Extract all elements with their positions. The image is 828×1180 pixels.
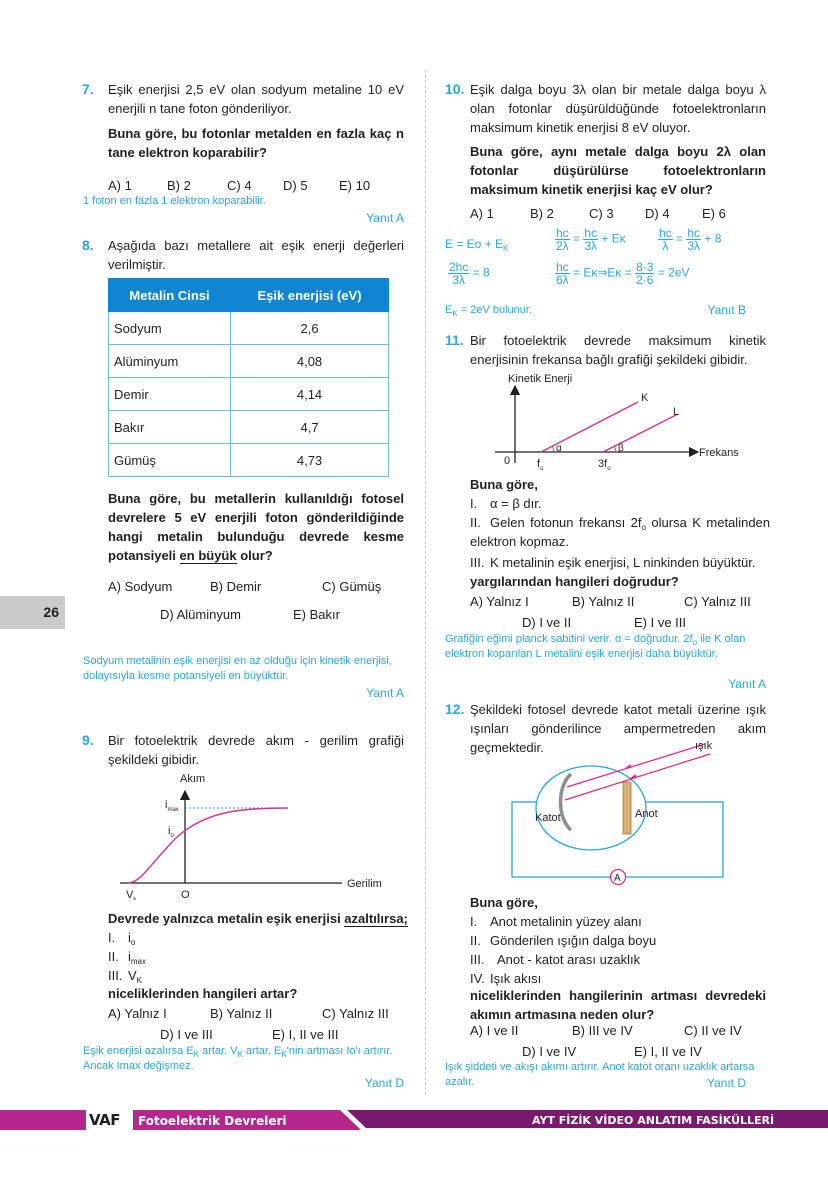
y-axis-label: Kinetik Enerji	[508, 373, 573, 385]
ray-arrow-icon	[630, 775, 636, 779]
threshold-value: 4,7	[231, 411, 389, 444]
solution-text: Sodyum metalinin eşik enerjisi en az olduğu için kinetik enerjisi, dolayısıyla kesme potansiyeli en büyüktür.	[83, 655, 392, 682]
option-d[interactable]: D) 5	[283, 178, 308, 193]
question-prompt: yargılarından hangileri doğrudur?	[470, 574, 679, 589]
3f0-label: $3f_o$	[598, 458, 611, 472]
option-a[interactable]: A) Yalnız I	[470, 594, 529, 609]
option-c[interactable]: C) II ve IV	[684, 1023, 742, 1038]
option-b[interactable]: B) Demir	[210, 579, 262, 594]
question-prompt: Buna göre, bu metallerin kullanıldığı fotosel devrelere 5 eV enerjili foton gönderildiğinde hangi metalin bulunduğu devrede kesme potansiyeli en büyük olur?	[108, 491, 404, 563]
question-prompt: Buna göre, aynı metale dalga boyu 2λ olan fotonlar düşürülürse fotoelektronların maksimum kinetik enerjisi kaç eV olur?	[470, 144, 766, 197]
footer-series-title: AYT FİZİK VİDEO ANLATIM FASİKÜLLERİ	[532, 1114, 775, 1127]
footer-topic-title: Fotoelektrik Devreleri	[138, 1114, 287, 1128]
option-c[interactable]: C) Gümüş	[322, 579, 382, 594]
question-text: Eşik enerjisi 2,5 eV olan sodyum metaline 10 eV enerjili n tane foton gönderiliyor.	[108, 82, 404, 116]
option-d[interactable]: D) I ve II	[522, 615, 572, 630]
threshold-energy-table	[108, 278, 389, 477]
current-voltage-graph	[120, 770, 400, 900]
equation-2: $\frac{hc}{2\lambda}$ = $\frac{hc}{3\lambda}$ + Eκ	[556, 226, 626, 253]
answer-label: Yanıt D	[706, 1076, 746, 1090]
x-axis-label: Gerilim	[347, 878, 382, 890]
threshold-value: 2,6	[231, 312, 389, 345]
solution-text: Eşik enerjisi azalırsa $E_K$ artar. $V_K$ artar. $E_K'nin$ artması Io'ı artırır. Ancak Imax değişmez.	[83, 1045, 393, 1072]
solution-text: Işık şiddeti ve akışı akımı artırır. Anot katot oranı uzaklık artarsa azalır.	[445, 1061, 755, 1088]
vaf-logo: VAF	[89, 1111, 120, 1129]
option-e[interactable]: E) I ve III	[634, 615, 687, 630]
metal-name: Gümüş	[109, 444, 231, 477]
item-1: I. α = β dır.	[470, 496, 542, 511]
item-1: I. $i_o$	[108, 930, 136, 947]
cathode-label: Katot	[535, 812, 561, 824]
table-row	[109, 444, 389, 477]
beta-arc	[614, 446, 616, 452]
origin-label: 0	[504, 455, 511, 467]
emphasis-underline: en büyük	[179, 548, 237, 563]
metal-name: Sodyum	[109, 312, 231, 345]
imax-label: $i_{max}$	[165, 799, 179, 813]
question-prompt: Buna göre, bu fotonlar metalden en fazla kaç n tane elektron koparabilir?	[108, 126, 404, 160]
question-number: 10.	[445, 81, 465, 97]
question-text: Bir fotoelektrik devrede maksimum kinetik enerjisinin frekansa bağlı grafiği şekildeki gibidir.	[470, 333, 766, 367]
question-number: 8.	[82, 237, 94, 253]
option-e[interactable]: E) I, II ve IV	[634, 1044, 702, 1059]
emphasis-underline: azaltılırsa;	[344, 911, 408, 926]
line-k-label: K	[641, 392, 649, 404]
column-divider	[425, 70, 426, 1095]
option-a[interactable]: A) Yalnız I	[108, 1006, 167, 1021]
iv-curve	[128, 808, 288, 883]
lead-text: Buna göre,	[470, 895, 538, 910]
light-label: ışık	[695, 740, 713, 752]
question-text: Bir fotoelektrik devrede akım - gerilim grafiği şekildeki gibidir.	[108, 733, 404, 767]
question-prompt: niceliklerinden hangileri artar?	[108, 986, 298, 1001]
question-text: Aşağıda bazı metallere ait eşik enerji değerleri verilmiştir.	[108, 238, 404, 272]
option-b[interactable]: B) III ve IV	[572, 1023, 633, 1038]
option-d[interactable]: D) 4	[645, 206, 670, 221]
item-1: I. Anot metalinin yüzey alanı	[470, 914, 642, 929]
question-text: Eşik dalga boyu 3λ olan bir metale dalga boyu λ olan fotonlar düşürüldüğünde fotoelektronların maksimum kinetik enerjisi 8 eV oluyor.	[470, 82, 766, 135]
page-number-tab	[0, 596, 65, 629]
table-row	[109, 411, 389, 444]
option-d[interactable]: D) I ve III	[160, 1027, 213, 1042]
footer	[0, 1108, 828, 1130]
option-d[interactable]: D) Alüminyum	[160, 607, 241, 622]
item-3: III. $V_K$	[108, 968, 143, 985]
item-4: IV. Işık akısı	[470, 971, 542, 986]
question-condition: Devrede yalnızca metalin eşik enerjisi azaltılırsa;	[108, 911, 408, 926]
answer-label: Yanıt A	[366, 686, 404, 700]
anode-plate	[623, 782, 631, 834]
answer-label: Yanıt A	[728, 677, 766, 691]
option-b[interactable]: B) Yalnız II	[210, 1006, 273, 1021]
alpha-arc	[552, 446, 554, 452]
question-number: 9.	[82, 732, 94, 748]
option-b[interactable]: B) Yalnız II	[572, 594, 635, 609]
equation-1: $E = Eo + E_K$	[445, 237, 509, 253]
question-prompt: niceliklerinden hangilerinin artması devredeki akımın artmasına neden olur?	[470, 988, 766, 1022]
option-d[interactable]: D) I ve IV	[522, 1044, 577, 1059]
photocell-circuit-diagram	[505, 738, 735, 890]
item-2: II. Gelen fotonun frekansı $2f_o$ olursa K metalinden elektron kopmaz.	[470, 515, 771, 549]
column-header: Eşik enerjisi (eV)	[231, 279, 389, 312]
equation-5: $\frac{hc}{6\lambda}$ = Eκ⇒Eκ = $\frac{8\cdot 3}{2\cdot 6}$ = 2eV	[556, 260, 690, 287]
answer-label: Yanıt D	[364, 1076, 404, 1090]
question-number: 11.	[445, 332, 464, 348]
origin-label: O	[181, 889, 190, 900]
option-c[interactable]: C) 4	[227, 178, 252, 193]
question-number: 12.	[445, 701, 465, 717]
x-axis-label: Frekans	[699, 447, 739, 459]
threshold-value: 4,73	[231, 444, 389, 477]
option-b[interactable]: B) 2	[530, 206, 554, 221]
metal-name: Bakır	[109, 411, 231, 444]
table-row	[109, 345, 389, 378]
ray-arrow-icon	[625, 765, 631, 769]
vk-label: $V_k$	[126, 889, 137, 900]
io-label: $i_o$	[168, 825, 174, 839]
table-row	[109, 378, 389, 411]
alpha-label: α	[556, 443, 562, 454]
option-e[interactable]: E) 10	[339, 178, 371, 193]
ammeter-label: A	[614, 873, 621, 884]
option-e[interactable]: E) I, II ve III	[272, 1027, 339, 1042]
equation-3: $\frac{hc}{\lambda}$ = $\frac{hc}{3\lambda}$ + 8	[659, 226, 722, 253]
item-3: III. K metalinin eşik enerjisi, L ninkinden büyüktür.	[470, 555, 756, 570]
threshold-value: 4,14	[231, 378, 389, 411]
item-2: II. Gönderilen ışığın dalga boyu	[470, 933, 657, 948]
question-number: 7.	[82, 81, 94, 97]
option-b[interactable]: B) 2	[167, 178, 191, 193]
footer-logo-box	[86, 1110, 133, 1130]
column-header: Metalin Cinsi	[109, 279, 231, 312]
option-e[interactable]: E) 6	[702, 206, 726, 221]
f0-label: $f_o$	[537, 458, 544, 472]
option-c[interactable]: C) Yalnız III	[684, 594, 751, 609]
item-3: III. Anot - katot arası uzaklık	[470, 952, 641, 967]
answer-label: Yanıt B	[707, 303, 746, 317]
metal-name: Demir	[109, 378, 231, 411]
question-text: Şekildeki fotosel devrede katot metali üzerine ışık ışınları gönderilince ampermetreden akım geçmektedir.	[470, 702, 766, 755]
answer-label: Yanıt A	[366, 211, 404, 225]
lead-text: Buna göre,	[470, 477, 538, 492]
beta-label: β	[618, 443, 624, 454]
option-a[interactable]: A) Sodyum	[108, 579, 173, 594]
item-2: II. $i_{max}$	[108, 949, 147, 966]
table-row	[109, 312, 389, 345]
table-header-row	[109, 279, 389, 312]
anode-label: Anot	[635, 808, 658, 820]
equation-4: $\frac{2hc}{3\lambda}$ = 8	[449, 260, 490, 287]
option-c[interactable]: C) 3	[589, 206, 614, 221]
option-a[interactable]: A) 1	[470, 206, 494, 221]
option-e[interactable]: E) Bakır	[293, 607, 340, 622]
metal-name: Alüminyum	[109, 345, 231, 378]
page-number: 26	[43, 604, 59, 620]
option-c[interactable]: C) Yalnız III	[322, 1006, 389, 1021]
option-a[interactable]: A) I ve II	[470, 1023, 519, 1038]
threshold-value: 4,08	[231, 345, 389, 378]
solution-text: Grafiğin eğimi planck sabitini verir. α = doğrudur. $2f_o$ ile K olan elektron koparılan L metalini eşik enerjisi daha büyüktür.	[445, 633, 746, 660]
line-l-label: L	[673, 406, 680, 418]
solution-text: 1 foton en fazla 1 elektron koparabilir.	[83, 195, 266, 207]
y-axis-label: Akım	[180, 773, 206, 785]
solution-result: $E_K = 2eV$ bulunur.	[445, 304, 532, 318]
option-a[interactable]: A) 1	[108, 178, 132, 193]
kinetic-energy-frequency-graph	[490, 368, 770, 473]
